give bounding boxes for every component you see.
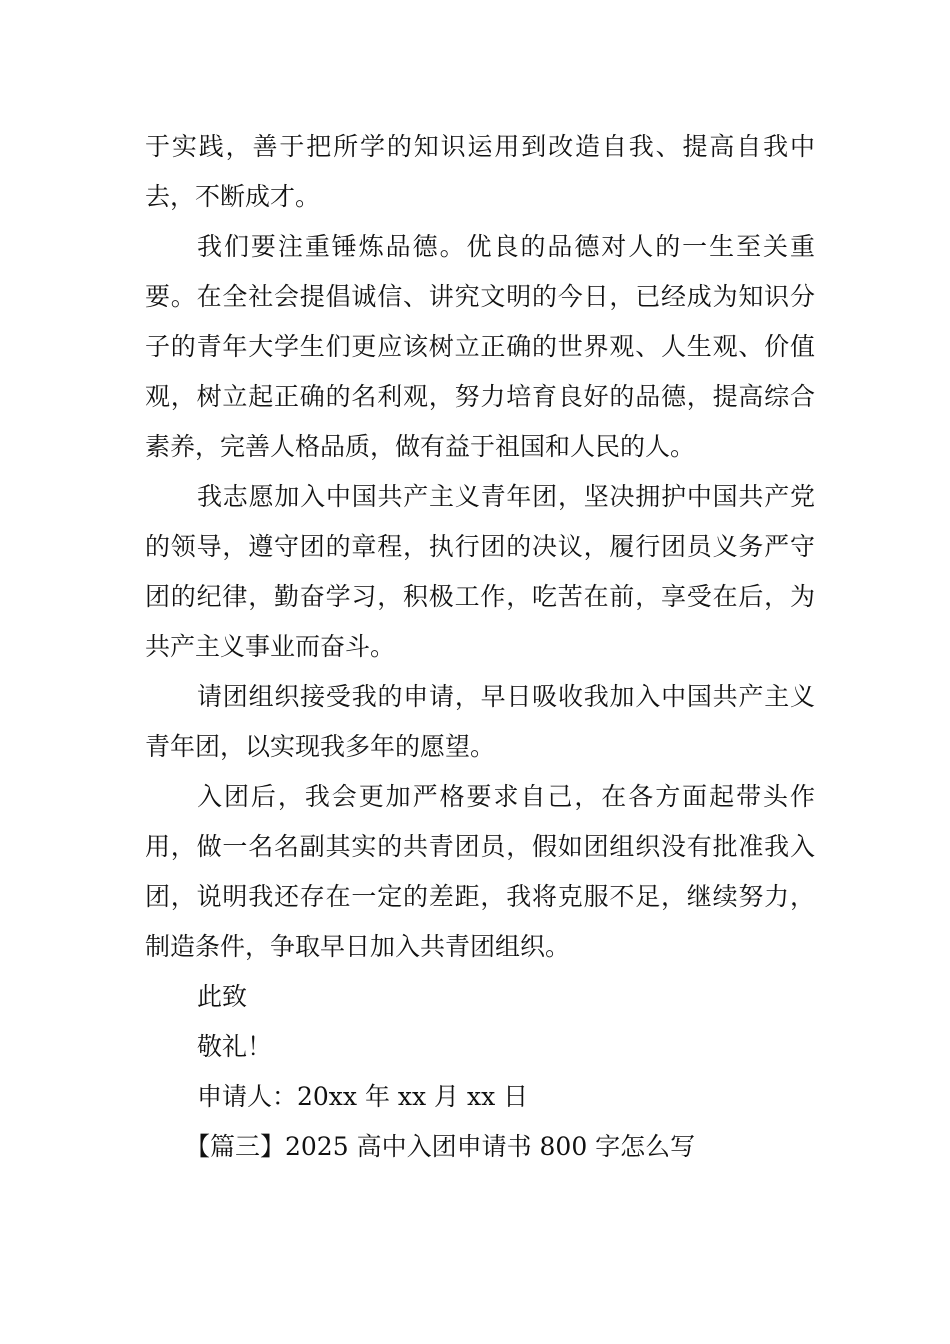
section-heading: 【篇三】2025 高中入团申请书 800 字怎么写 [185,1132,696,1161]
paragraph-commitment: 入团后，我会更加严格要求自己，在各方面起带头作用，做一名名副其实的共青团员，假如团组织没有批准我入团，说明我还存在一定的差距，我将克服不足，继续努力，制造条件，争取早日加入共青团组织。 [145,782,815,961]
paragraph-continued: 于实践，善于把所学的知识运用到改造自我、提高自我中去，不断成才。 [145,132,815,211]
closing-regards: 敬礼！ [197,1032,273,1061]
closing-salutation: 此致 [197,982,248,1011]
signature-line: 申请人：20xx 年 xx 月 xx 日 [197,1082,529,1111]
document-body [145,122,815,1172]
paragraph-character: 我们要注重锤炼品德。优良的品德对人的一生至关重要。在全社会提倡诚信、讲究文明的今日，已经成为知识分子的青年大学生们更应该树立正确的世界观、人生观、价值观，树立起正确的名利观，努力培育良好的品德，提高综合素养，完善人格品质，做有益于祖国和人民的人。 [145,232,815,461]
paragraph-pledge: 我志愿加入中国共产主义青年团，坚决拥护中国共产党的领导，遵守团的章程，执行团的决议，履行团员义务严守团的纪律，勤奋学习，积极工作，吃苦在前，享受在后，为共产主义事业而奋斗。 [145,482,815,661]
paragraph-request: 请团组织接受我的申请，早日吸收我加入中国共产主义青年团，以实现我多年的愿望。 [145,682,815,761]
